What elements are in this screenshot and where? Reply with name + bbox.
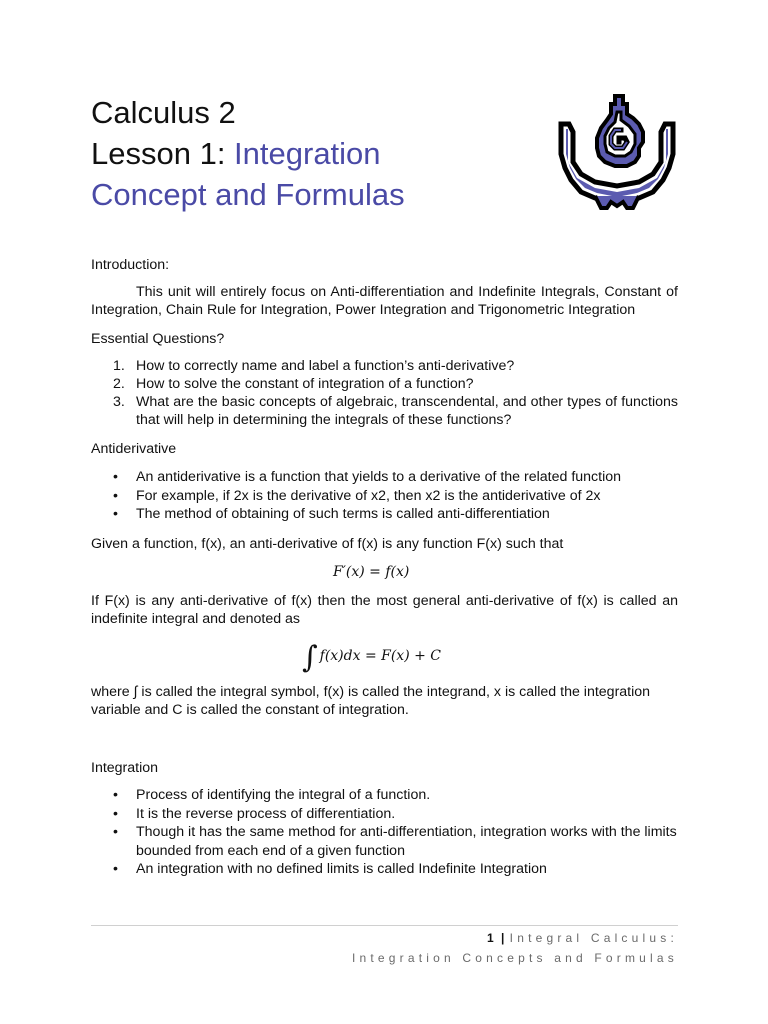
list-item: • It is the reverse process of differentiation.	[113, 805, 396, 822]
footer-divider	[91, 925, 678, 926]
footer-lesson-name: Integration Concepts and Formulas	[351, 951, 678, 965]
integration-heading: Integration	[91, 760, 159, 776]
essential-questions-list	[91, 357, 678, 429]
list-item: • The method of obtaining of such terms is called anti-differentiation	[113, 506, 550, 522]
antiderivative-heading: Antiderivative	[91, 441, 177, 457]
list-item: 1. How to correctly name and label a function’s anti-derivative?	[113, 358, 515, 374]
list-item: 2. How to solve the constant of integration of a function?	[113, 376, 474, 392]
list-item: 3. What are the basic concepts of algebraic, transcendental, and other types of functions that will help in determining the integrals of these functions?	[113, 394, 678, 428]
antiderivative-bullet-list	[91, 468, 678, 524]
course-title: Calculus 2	[91, 95, 236, 130]
integration-bullet-list	[91, 786, 678, 879]
list-item: • For example, if 2x is the derivative of x2, then x2 is the antiderivative of 2x	[113, 487, 601, 504]
page-footer	[352, 928, 678, 968]
lesson-title-part-b: Concept and Formulas	[91, 177, 405, 212]
integral-terms-explanation: where ∫ is called the integral symbol, f(x) is called the integrand, x is called the integration variable and C is called the constant of integration.	[91, 684, 651, 718]
page-number: 1 |	[486, 931, 507, 945]
essential-questions-heading: Essential Questions?	[91, 331, 225, 347]
intro-heading: Introduction:	[91, 257, 170, 273]
lesson-title-line	[91, 133, 551, 174]
document-title	[91, 92, 551, 215]
list-item: • An integration with no defined limits is called Indefinite Integration	[113, 861, 547, 877]
list-item: • Process of identifying the integral of a function.	[113, 787, 431, 803]
intro-paragraph: This unit will entirely focus on Anti-differentiation and Indefinite Integrals, Constant of Integration, Chain Rule for Integration, Power Integration and Trigonometric Integration	[91, 284, 678, 318]
equation-indefinite-integral: ∫ f(x)dx = F(x) + C	[302, 640, 442, 675]
given-function-text: Given a function, f(x), an anti-derivative of f(x) is any function F(x) such that	[91, 536, 564, 552]
pixel-flame-emblem-icon	[555, 92, 679, 216]
lesson-prefix: Lesson 1:	[91, 136, 235, 171]
list-item: • Though it has the same method for anti-differentiation, integration works with the limits bounded from each end of a given function	[113, 824, 677, 859]
indefinite-integral-definition: If F(x) is any anti-derivative of f(x) then the most general anti-derivative of f(x) is called an indefinite integral and denoted as	[91, 593, 678, 627]
footer-course-name: Integral Calculus:	[509, 931, 678, 945]
lesson-title-part-a: Integration	[234, 136, 381, 171]
list-item: • An antiderivative is a function that yields to a derivative of the related function	[113, 469, 622, 485]
integral-symbol: ∫	[302, 640, 318, 675]
equation-derivative: F′(x) = f(x)	[333, 564, 410, 580]
